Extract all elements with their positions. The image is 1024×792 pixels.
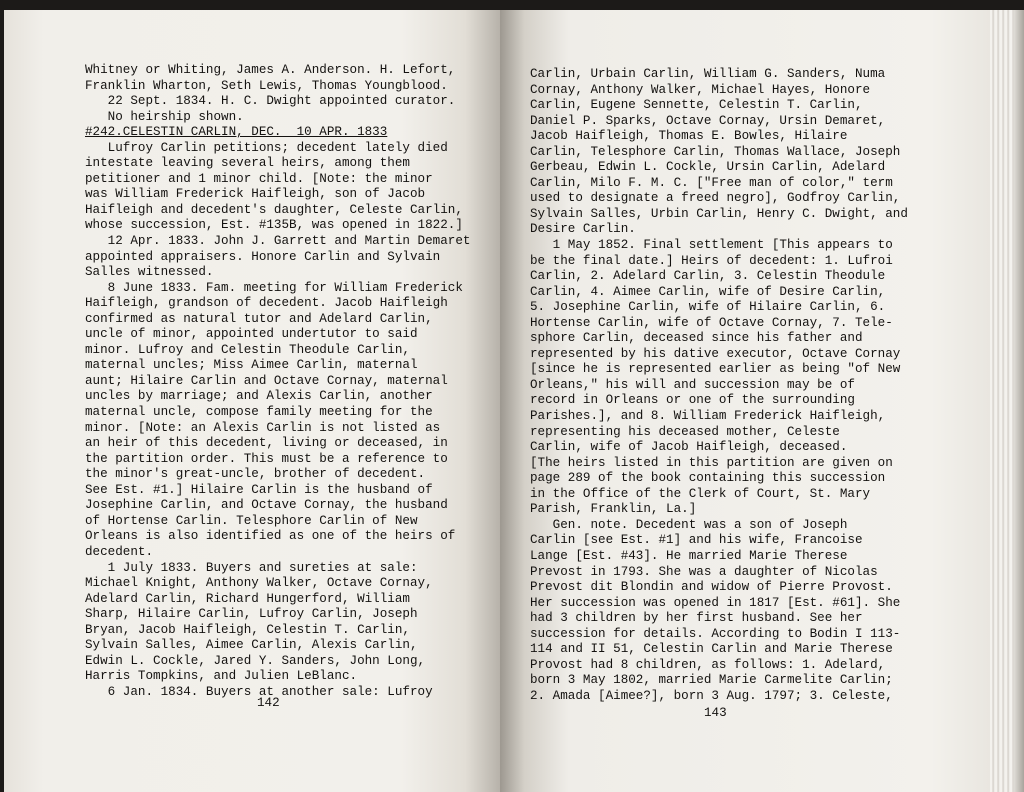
- text-line: Prevost in 1793. She was a daughter of Nicolas: [530, 564, 878, 579]
- text-line: the partition order. This must be a reference to: [85, 451, 448, 466]
- text-line: Adelard Carlin, Richard Hungerford, William: [85, 591, 410, 606]
- page-edges: [990, 10, 1024, 792]
- text-line: Carlin, Urbain Carlin, William G. Sanders, Numa: [530, 67, 886, 81]
- text-line: decedent.: [85, 544, 154, 559]
- text-line: Orleans," his will and succession may be of: [530, 377, 855, 392]
- text-line: be the final date.] Heirs of decedent: 1. Lufroi: [530, 253, 893, 268]
- text-line: [The heirs listed in this partition are given on: [530, 455, 893, 470]
- text-line: maternal uncle, compose family meeting for the: [85, 405, 433, 420]
- text-line: Parishes.], and 8. William Frederick Haifleigh,: [530, 409, 886, 424]
- text-line: representing his deceased mother, Celeste: [530, 424, 840, 439]
- text-line: Edwin L. Cockle, Jared Y. Sanders, John Long,: [85, 653, 426, 668]
- text-line: 22 Sept. 1834. H. C. Dwight appointed curator.: [85, 94, 456, 109]
- text-line: 114 and II 51, Celestin Carlin and Marie Therese: [530, 642, 893, 657]
- text-line: Provost had 8 children, as follows: 1. Adelard,: [530, 657, 886, 672]
- text-line: Prevost dit Blondin and widow of Pierre Provost.: [530, 580, 893, 595]
- text-line: Sylvain Salles, Aimee Carlin, Alexis Carlin,: [85, 638, 418, 653]
- text-line: Harris Tompkins, and Julien LeBlanc.: [85, 669, 358, 684]
- text-line: succession for details. According to Bodin I 113-: [530, 626, 901, 641]
- text-line: 1 July 1833. Buyers and sureties at sale:: [85, 560, 418, 575]
- text-line: Hortense Carlin, wife of Octave Cornay, 7. Tele-: [530, 315, 893, 330]
- right-page: [500, 10, 990, 792]
- left-page-number: 142: [257, 696, 280, 710]
- text-line: Carlin, 2. Adelard Carlin, 3. Celestin Theodule: [530, 269, 886, 284]
- text-line: maternal uncles; Miss Aimee Carlin, maternal: [85, 358, 418, 373]
- text-line: Gen. note. Decedent was a son of Joseph: [530, 517, 848, 532]
- text-line: Sylvain Salles, Urbin Carlin, Henry C. Dwight, and: [530, 206, 908, 221]
- text-line: Sharp, Hilaire Carlin, Lufroy Carlin, Joseph: [85, 607, 418, 622]
- text-line: Salles witnessed.: [85, 265, 214, 280]
- text-line: See Est. #1.] Hilaire Carlin is the husband of: [85, 482, 433, 497]
- text-line: confirmed as natural tutor and Adelard Carlin,: [85, 311, 433, 326]
- text-line: used to designate a freed negro], Godfroy Carlin,: [530, 191, 901, 206]
- text-line: Jacob Haifleigh, Thomas E. Bowles, Hilaire: [530, 129, 848, 144]
- text-line: Lufroy Carlin petitions; decedent lately died: [85, 140, 448, 155]
- text-line: Michael Knight, Anthony Walker, Octave Cornay,: [85, 576, 433, 591]
- text-line: had 3 children by her first husband. See her: [530, 611, 863, 626]
- right-page-number: 143: [704, 706, 727, 720]
- text-line: Carlin, 4. Aimee Carlin, wife of Desire Carlin,: [530, 284, 886, 299]
- text-line: Orleans is also identified as one of the heirs of: [85, 529, 456, 544]
- text-line: whose succession, Est. #135B, was opened in 1822.]: [85, 218, 463, 233]
- text-line: was William Frederick Haifleigh, son of Jacob: [85, 187, 426, 202]
- text-line: #242.CELESTIN CARLIN, DEC. 10 APR. 1833: [85, 125, 388, 140]
- text-line: Daniel P. Sparks, Octave Cornay, Ursin Demaret,: [530, 113, 886, 128]
- text-line: born 3 May 1802, married Marie Carmelite Carlin;: [530, 673, 893, 688]
- text-line: aunt; Hilaire Carlin and Octave Cornay, maternal: [85, 373, 448, 388]
- text-line: Desire Carlin.: [530, 222, 636, 237]
- text-line: 2. Amada [Aimee?], born 3 Aug. 1797; 3. Celeste,: [530, 688, 893, 703]
- text-line: 5. Josephine Carlin, wife of Hilaire Carlin, 6.: [530, 300, 886, 315]
- left-page-text: [85, 63, 470, 700]
- text-line: an heir of this decedent, living or deceased, in: [85, 436, 448, 451]
- text-line: page 289 of the book containing this succession: [530, 471, 886, 486]
- text-line: sphore Carlin, deceased since his father and: [530, 331, 863, 346]
- text-line: record in Orleans or one of the surrounding: [530, 393, 855, 408]
- text-line: minor. Lufroy and Celestin Theodule Carlin,: [85, 342, 410, 357]
- text-line: appointed appraisers. Honore Carlin and Sylvain: [85, 249, 441, 264]
- text-line: represented by his dative executor, Octave Cornay: [530, 346, 901, 361]
- text-line: of Hortense Carlin. Telesphore Carlin of New: [85, 513, 418, 528]
- text-line: 1 May 1852. Final settlement [This appears to: [530, 238, 893, 253]
- text-line: Her succession was opened in 1817 [Est. #61]. She: [530, 595, 901, 610]
- text-line: uncles by marriage; and Alexis Carlin, another: [85, 389, 433, 404]
- text-line: Josephine Carlin, and Octave Cornay, the husband: [85, 498, 448, 513]
- text-line: Carlin, Telesphore Carlin, Thomas Wallace, Joseph: [530, 144, 901, 159]
- left-page: [4, 10, 500, 792]
- text-line: [since he is represented earlier as being "of New: [530, 362, 901, 377]
- text-line: Carlin, Eugene Sennette, Celestin T. Carlin,: [530, 98, 863, 113]
- text-line: Haifleigh, grandson of decedent. Jacob Haifleigh: [85, 296, 448, 311]
- text-line: Haifleigh and decedent's daughter, Celeste Carlin,: [85, 202, 463, 217]
- text-line: Bryan, Jacob Haifleigh, Celestin T. Carlin,: [85, 622, 410, 637]
- text-line: intestate leaving several heirs, among them: [85, 156, 410, 171]
- text-line: 6 Jan. 1834. Buyers at another sale: Lufroy: [85, 684, 433, 699]
- text-line: 12 Apr. 1833. John J. Garrett and Martin Demaret: [85, 234, 471, 249]
- text-line: Cornay, Anthony Walker, Michael Hayes, Honore: [530, 82, 871, 97]
- text-line: No heirship shown.: [85, 109, 244, 124]
- text-line: the minor's great-uncle, brother of decedent.: [85, 467, 426, 482]
- text-line: Carlin, wife of Jacob Haifleigh, deceased.: [530, 440, 848, 455]
- text-line: in the Office of the Clerk of Court, St. Mary: [530, 486, 871, 501]
- text-line: uncle of minor, appointed undertutor to said: [85, 327, 418, 342]
- text-line: Whitney or Whiting, James A. Anderson. H. Lefort,: [85, 63, 456, 77]
- text-line: Carlin, Milo F. M. C. ["Free man of color," term: [530, 175, 893, 190]
- text-line: Parish, Franklin, La.]: [530, 502, 697, 517]
- text-line: Lange [Est. #43]. He married Marie Therese: [530, 548, 848, 563]
- text-line: Gerbeau, Edwin L. Cockle, Ursin Carlin, Adelard: [530, 160, 886, 175]
- text-line: Franklin Wharton, Seth Lewis, Thomas Youngblood.: [85, 78, 448, 93]
- text-line: minor. [Note: an Alexis Carlin is not listed as: [85, 420, 441, 435]
- text-line: 8 June 1833. Fam. meeting for William Frederick: [85, 280, 463, 295]
- text-line: Carlin [see Est. #1] and his wife, Francoise: [530, 533, 863, 548]
- right-page-text: [530, 67, 908, 704]
- text-line: petitioner and 1 minor child. [Note: the minor: [85, 171, 433, 186]
